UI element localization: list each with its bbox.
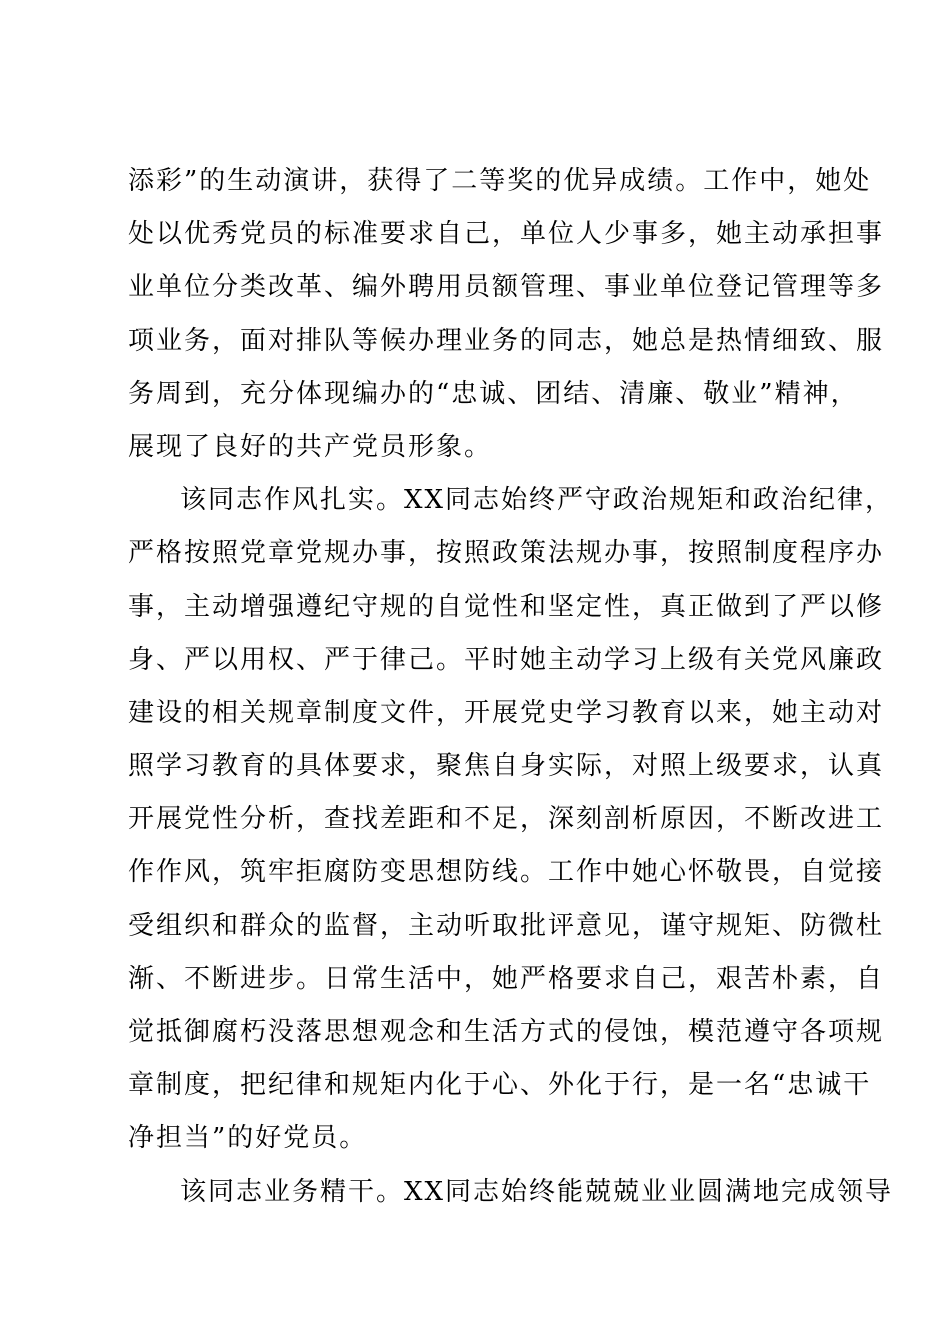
text-line: 添彩”的生动演讲，获得了二等奖的优异成绩。工作中，她处 (128, 166, 872, 196)
text-line: 作作风，筑牢拒腐防变思想防线。工作中她心怀敬畏，自觉接 (128, 857, 885, 888)
text-line: 觉抵御腐朽没落思想观念和生活方式的侵蚀，模范遵守各项规 (128, 1017, 885, 1047)
text-line: 身、严以用权、严于律己。平时她主动学习上级有关党风廉政 (128, 644, 885, 675)
paragraph-2 (128, 474, 894, 1165)
text-line: 照学习教育的具体要求，聚焦自身实际，对照上级要求，认真 (128, 751, 885, 782)
paragraph-1 (128, 155, 885, 474)
text-line: 展现了良好的共产党员形象。 (128, 431, 493, 462)
text-line: 严格按照党章党规办事，按照政策法规办事，按照制度程序办 (128, 538, 885, 569)
text-line: 净担当”的好党员。 (128, 1123, 368, 1154)
text-line: 该同志作风扎实。XX同志始终严守政治规矩和政治纪律， (180, 485, 894, 516)
text-line: 受组织和群众的监督，主动听取批评意见，谨守规矩、防微杜 (128, 910, 885, 941)
text-line: 渐、不断进步。日常生活中，她严格要求自己，艰苦朴素，自 (128, 963, 885, 994)
text-line: 章制度，把纪律和规矩内化于心、外化于行，是一名“忠诚干 (128, 1070, 872, 1101)
text-line: 处以优秀党员的标准要求自己，单位人少事多，她主动承担事 (128, 219, 885, 250)
text-line: 开展党性分析，查找差距和不足，深刻剖析原因，不断改进工 (128, 804, 885, 835)
text-line: 建设的相关规章制度文件，开展党史学习教育以来，她主动对 (128, 697, 885, 728)
text-line: 该同志业务精干。XX同志始终能兢兢业业圆满地完成领导 (180, 1176, 894, 1207)
text-line: 业单位分类改革、编外聘用员额管理、事业单位登记管理等多 (128, 272, 885, 303)
text-line: 事，主动增强遵纪守规的自觉性和坚定性，真正做到了严以修 (128, 591, 885, 622)
document-body (128, 155, 894, 1219)
paragraph-3 (128, 1166, 894, 1219)
text-line: 务周到，充分体现编办的“忠诚、团结、清廉、敬业”精神， (128, 378, 859, 409)
text-line: 项业务，面对排队等候办理业务的同志，她总是热情细致、服 (128, 325, 885, 356)
